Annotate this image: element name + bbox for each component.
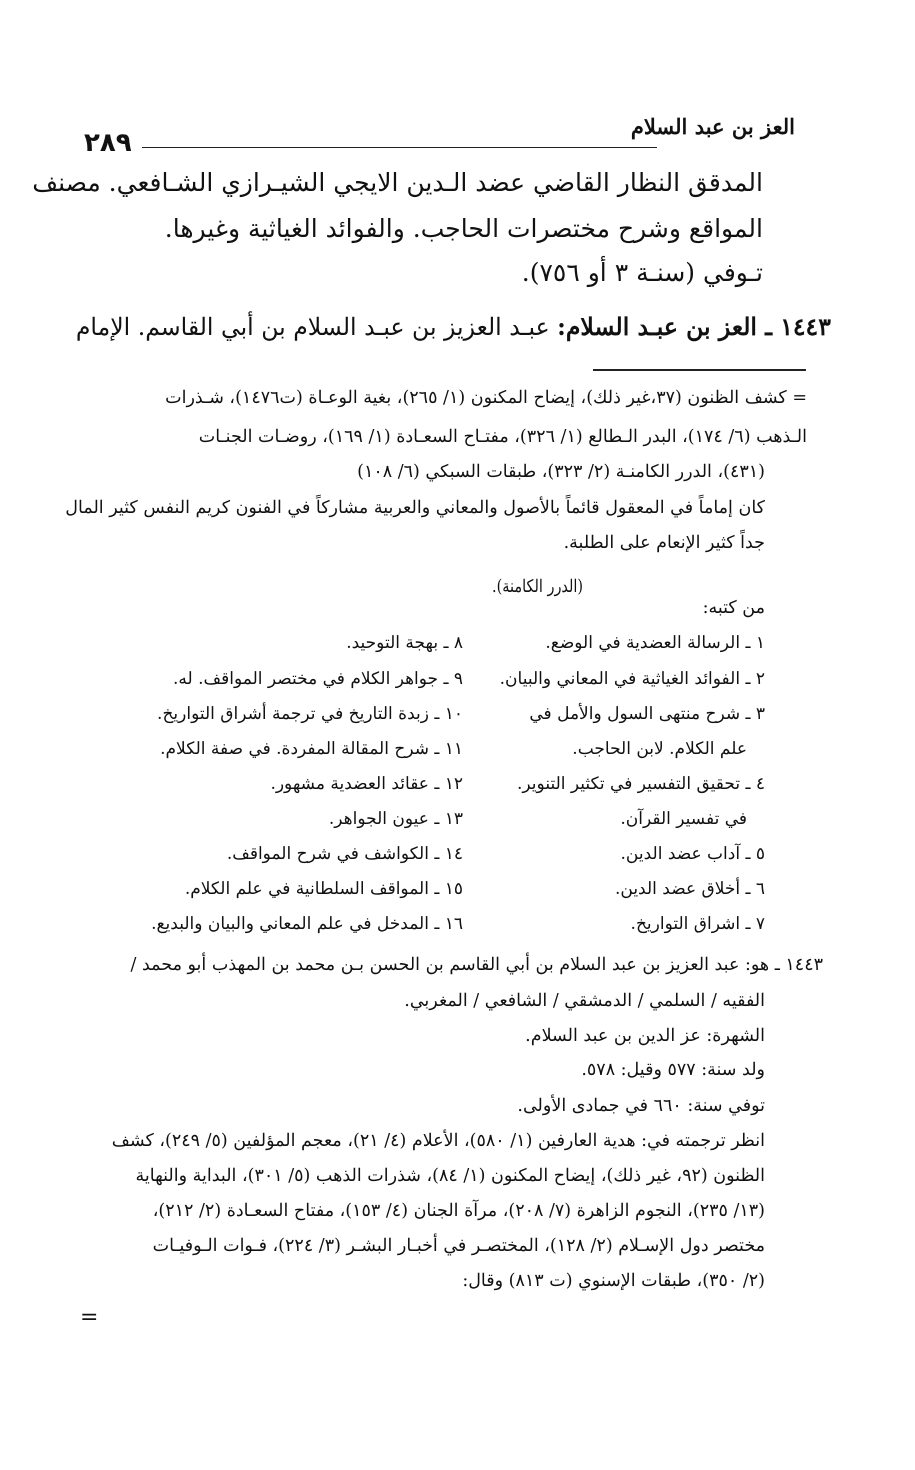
footnote-line: الظنون (٩٢، غير ذلك)، إيضاح المكنون (١/ ٨٤)، شذرات الذهب (٥/ ٣٠١)، البداية والنهاية [135, 1166, 765, 1186]
main-text-line: تـوفي (سنـة ٣ أو ٧٥٦). [521, 258, 763, 287]
footnote-line: = كشف الظنون (٣٧،غير ذلك)، إيضاح المكنون (١/ ٢٦٥)، بغية الوعـاة (ت١٤٧٦)، شـذرات [165, 388, 807, 408]
book-item: ٧ ـ اشراق التواريخ. [630, 914, 765, 934]
book-item: علم الكلام. لابن الحاجب. [572, 739, 747, 759]
book-item: ٢ ـ الفوائد الغياثية في المعاني والبيان. [499, 669, 765, 689]
footnote-line: (٢/ ٣٥٠)، طبقات الإسنوي (ت ٨١٣) وقال: [462, 1271, 765, 1291]
book-item: ١٦ ـ المدخل في علم المعاني والبيان والبديع. [151, 914, 463, 934]
footnote-line: انظر ترجمته في: هدية العارفين (١/ ٥٨٠)، الأعلام (٤/ ٢١)، معجم المؤلفين (٥/ ٢٤٩)، كشف [111, 1131, 765, 1151]
footnote-line: (٤٣١)، الدرر الكامنـة (٢/ ٣٢٣)، طبقات السبكي (٦/ ١٠٨) [357, 462, 765, 482]
book-item: ٥ ـ آداب عضد الدين. [620, 844, 765, 864]
continuation-mark: = [80, 1305, 99, 1330]
page-number: ٢٨٩ [84, 128, 132, 158]
main-text-line: المدقق النظار القاضي عضد الـدين الايجي الشيـرازي الشـافعي. مصنف [32, 168, 763, 197]
main-text-line: المواقع وشرح مختصرات الحاجب. والفوائد الغياثية وغيرها. [164, 214, 763, 243]
book-item: ٣ ـ شرح منتهى السول والأمل في [529, 704, 765, 724]
book-item: ١ ـ الرسالة العضدية في الوضع. [545, 633, 765, 653]
book-item: ١١ ـ شرح المقالة المفردة. في صفة الكلام. [160, 739, 463, 759]
entry-heading: ١٤٤٣ ـ العز بن عبـد السلام: [557, 312, 831, 341]
header-rule [142, 147, 657, 148]
footnote-line: الـذهب (٦/ ١٧٤)، البدر الـطالع (١/ ٣٢٦)، مفتـاح السعـادة (١/ ١٦٩)، روضـات الجنـات [198, 427, 807, 447]
footnote-line: ولد سنة: ٥٧٧ وقيل: ٥٧٨. [581, 1060, 765, 1080]
entry-1443 [76, 312, 831, 341]
books-label: من كتبه: [702, 598, 765, 618]
footnote-line: جداً كثير الإنعام على الطلبة. [563, 533, 765, 553]
book-item: ١٠ ـ زبدة التاريخ في ترجمة أشراق التواريخ. [157, 704, 463, 724]
footnote-line: ١٤٤٣ ـ هو: عبد العزيز بن عبد السلام بن أبي القاسم بن الحسن بـن محمد بن المهذب أبو محمد / [130, 955, 823, 975]
book-item: في تفسير القرآن. [620, 809, 747, 829]
book-item: ٦ ـ أخلاق عضد الدين. [614, 879, 765, 899]
book-item: ١٥ ـ المواقف السلطانية في علم الكلام. [184, 879, 463, 899]
book-item: ٩ ـ جواهر الكلام في مختصر المواقف. له. [173, 669, 463, 689]
running-title: العز بن عبد السلام [630, 114, 795, 139]
entry-text: عبـد العزيز بن عبـد السلام بن أبي القاسم. الإمام [75, 313, 550, 341]
footnote-line: كان إماماً في المعقول قائماً بالأصول والمعاني والعربية مشاركاً في الفنون كريم النفس كثير المال [65, 498, 765, 518]
book-item: ١٤ ـ الكواشف في شرح المواقف. [226, 844, 463, 864]
book-item: ١٢ ـ عقائد العضدية مشهور. [270, 774, 463, 794]
book-item: ٨ ـ بهجة التوحيد. [346, 633, 463, 653]
footnote-separator [593, 369, 806, 371]
footnote-line: الفقيه / السلمي / الدمشقي / الشافعي / المغربي. [404, 991, 765, 1011]
footnote-line: (١٣/ ٢٣٥)، النجوم الزاهرة (٧/ ٢٠٨)، مرآة الجنان (٤/ ١٥٣)، مفتاح السعـادة (٢/ ٢١٢)، [152, 1201, 765, 1221]
footnote-line: مختصر دول الإسـلام (٢/ ١٢٨)، المختصـر في أخبـار البشـر (٣/ ٢٢٤)، فـوات الـوفيـات [152, 1236, 765, 1256]
footnote-source: (الدرر الكامنة). [492, 577, 584, 597]
footnote-line: الشهرة: عز الدين بن عبد السلام. [525, 1026, 765, 1046]
book-item: ١٣ ـ عيون الجواهر. [328, 809, 463, 829]
footnote-line: توفي سنة: ٦٦٠ في جمادى الأولى. [517, 1096, 765, 1116]
book-item: ٤ ـ تحقيق التفسير في تكثير التنوير. [517, 774, 765, 794]
